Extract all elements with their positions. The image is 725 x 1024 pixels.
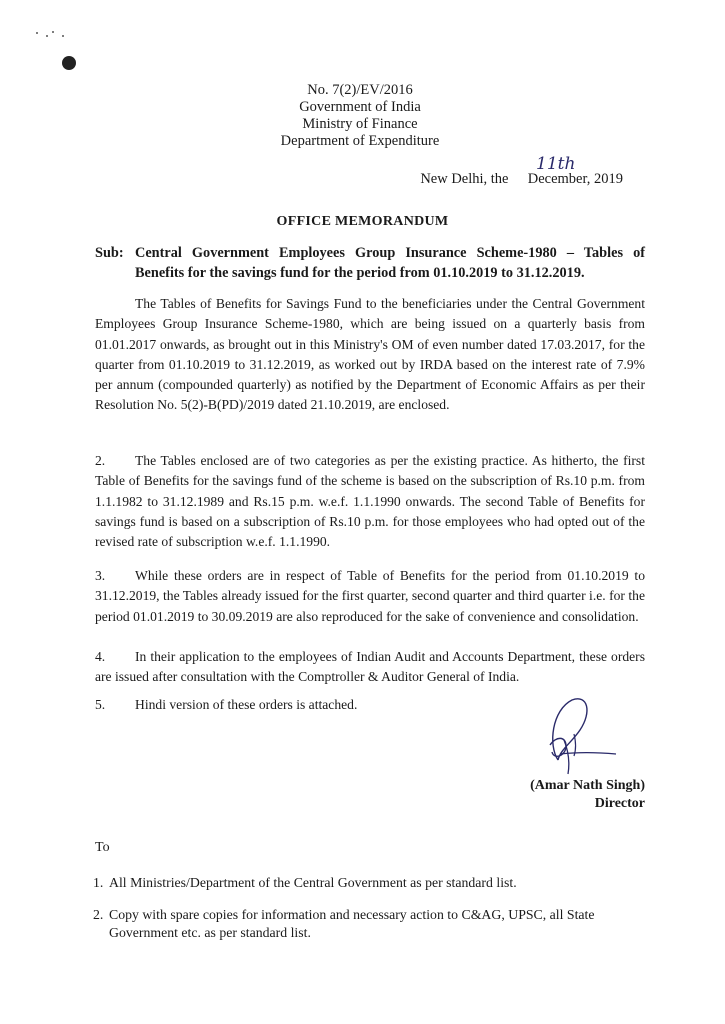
recipient-text: All Ministries/Department of the Central Government as per standard list.: [109, 875, 517, 890]
date-month-year: December, 2019: [527, 171, 623, 187]
government-line: Government of India: [299, 99, 421, 115]
recipient-item: [93, 874, 653, 892]
date-place: New Delhi, the: [420, 171, 509, 187]
recipient-number: 2.: [93, 907, 104, 922]
date-line: [420, 171, 623, 188]
punch-hole-mark: [62, 56, 76, 70]
department-line: Department of Expenditure: [280, 133, 440, 149]
handwritten-signature: [530, 690, 620, 780]
signatory-designation: Director: [594, 796, 645, 811]
scan-speck: [36, 32, 38, 34]
reference-number: No. 7(2)/EV/2016: [307, 82, 413, 98]
recipient-text: Copy with spare copies for information and necessary action to C&AG, UPSC, all State Government etc. as per standard list.: [109, 907, 595, 940]
subject-text: Central Government Employees Group Insurance Scheme-1980 – Tables of Benefits for the savings fund for the period from 01.10.2019 to 31.12.2019.: [135, 245, 645, 281]
subject-label: Sub:: [95, 245, 124, 261]
handwritten-date: 11th: [536, 154, 576, 174]
paragraph-4: [95, 647, 645, 688]
signatory-name: (Amar Nath Singh): [530, 778, 645, 793]
recipient-item: [93, 906, 653, 942]
paragraph-number: 2.: [95, 453, 106, 468]
scan-speck: [52, 31, 54, 33]
paragraph-number: 3.: [95, 568, 106, 583]
paragraph-number: 5.: [95, 697, 106, 712]
paragraph-text: Hindi version of these orders is attached.: [135, 697, 358, 712]
scan-speck: [62, 35, 64, 37]
paragraph-3: [95, 566, 645, 627]
paragraph-1: The Tables of Benefits for Savings Fund to the beneficiaries under the Central Government Employees Group Insurance Scheme-1980, which are being issued on a quarterly basis from 01.01.2017 onwards, as brought out in this Ministry's OM of even number dated 17.03.2017, for the quarter from 01.10.2019 to 31.12.2019, as worked out by IRDA based on the interest rate of 7.9% per annum (compounded quarterly) as notified by the Department of Economic Affairs as per their Resolution No. 5(2)-B(PD)/2019 dated 21.10.2019, are enclosed.: [95, 296, 645, 413]
recipient-number: 1.: [93, 875, 104, 890]
paragraph-text: In their application to the employees of Indian Audit and Accounts Department, these orders are issued after consultation with the Comptroller & Auditor General of India.: [95, 649, 645, 685]
to-label: To: [95, 840, 110, 855]
paragraph-text: The Tables enclosed are of two categories as per the existing practice. As hitherto, the first Table of Benefits for the savings fund of the scheme is based on the subscription of Rs.10 p.m. from 1.1.1982 to 31.12.1989 and Rs.15 p.m. w.e.f. 1.1.1990 onwards. The second Table of Benefits for savings fund is based on a subscription of Rs.10 p.m. for those employees who had opted out of the revised rate of subscription w.e.f. 1.1.1990.: [95, 453, 645, 550]
paragraph-text: While these orders are in respect of Table of Benefits for the period from 01.10.2019 to 31.12.2019, the Tables already issued for the first quarter, second quarter and third quarter i.e. for the period 01.01.2019 to 30.09.2019 are also reproduced for the sake of convenience and consolidation.: [95, 568, 645, 624]
paragraph-number: 4.: [95, 649, 106, 664]
scan-speck: [46, 35, 48, 37]
memo-title: OFFICE MEMORANDUM: [276, 214, 449, 229]
ministry-line: Ministry of Finance: [302, 116, 418, 132]
paragraph-2: [95, 451, 645, 552]
signatory-block: [500, 777, 645, 813]
subject: [95, 243, 645, 283]
letterhead: [240, 82, 480, 150]
